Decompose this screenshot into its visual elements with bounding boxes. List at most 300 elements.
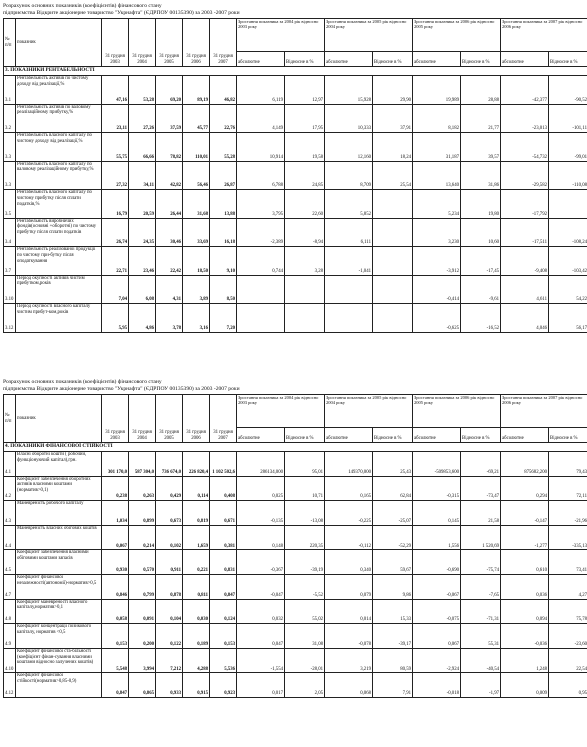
year-value: 0,673 (156, 501, 183, 526)
section-title: 4. ПОКАЗНИКИ ФІНАНСОВОЇ СТІЙКОСТІ (4, 443, 587, 452)
year-value: 34,11 (129, 161, 156, 190)
year-value: 0,214 (129, 525, 156, 550)
year-value: 0,811 (183, 574, 210, 599)
relative-change: 3,28 (285, 247, 325, 276)
absolute-change: 15,928 (325, 76, 373, 105)
row-number: 4.12 (4, 673, 16, 698)
absolute-change: 0,047 (237, 624, 285, 649)
absolute-change: -29,582 (501, 161, 549, 190)
table-b-section (3, 379, 587, 698)
year-value: 0,381 (210, 525, 237, 550)
header-year: 31 грудня 2007 (210, 19, 237, 67)
year-value: 0,122 (156, 624, 183, 649)
header-growth-group: Зростання показника за 2006 рік відносно 2005 року (413, 395, 501, 428)
year-value: 16,18 (210, 218, 237, 247)
absolute-change: -0,078 (325, 624, 373, 649)
relative-change: 28,88 (461, 76, 501, 105)
header-growth-group: Зростання показника за 2007 рік відносно 2006 року (501, 19, 587, 52)
relative-change: -335,13 (549, 525, 587, 550)
absolute-change: -17,511 (501, 218, 549, 247)
year-value: 18,50 (183, 247, 210, 276)
absolute-change: 0,079 (325, 574, 373, 599)
header-number: № п/п (4, 395, 16, 443)
year-value: 16,79 (102, 190, 129, 219)
table-caption-company: підприємства Відкрите акціонерне товариство "Укрнафта" (ЄДРПОУ 00135390) за 2003 -2007 роки (3, 386, 240, 392)
relative-change: -16,52 (461, 304, 501, 333)
absolute-change: 5,234 (413, 190, 461, 219)
absolute-change: 0,145 (413, 501, 461, 526)
table-a-section (3, 3, 587, 333)
absolute-change: 3,230 (413, 218, 461, 247)
relative-change: -101,11 (549, 104, 587, 133)
relative-change: 24,85 (285, 161, 325, 190)
absolute-change: 8,709 (325, 161, 373, 190)
absolute-change: 13,640 (413, 161, 461, 190)
absolute-change: -509853,600 (413, 452, 461, 477)
relative-change: -8,94 (285, 218, 325, 247)
absolute-change (325, 304, 373, 333)
relative-change (285, 304, 325, 333)
relative-change: 19,80 (461, 190, 501, 219)
relative-change: 72,11 (549, 476, 587, 501)
relative-change: -28,01 (285, 648, 325, 673)
year-value: 3,89 (183, 275, 210, 304)
absolute-change: 0,014 (325, 599, 373, 624)
absolute-change: 4,149 (237, 104, 285, 133)
year-value: 26,44 (156, 190, 183, 219)
absolute-change: -0,036 (501, 624, 549, 649)
year-value: 0,911 (156, 550, 183, 575)
year-value: 0,263 (129, 476, 156, 501)
absolute-change: 0,032 (237, 599, 285, 624)
row-number: 4.2 (4, 476, 16, 501)
absolute-change: 8,182 (413, 104, 461, 133)
relative-change (373, 190, 413, 219)
absolute-change: 10,914 (237, 133, 285, 162)
absolute-change (325, 275, 373, 304)
row-number: 3.1 (4, 76, 16, 105)
relative-change: -1,97 (461, 673, 501, 698)
year-value: 78,82 (156, 133, 183, 162)
table-row (4, 275, 587, 304)
year-value: 0,221 (183, 550, 210, 575)
relative-change (373, 218, 413, 247)
row-number: 3.3 (4, 133, 16, 162)
table-row (4, 476, 587, 501)
year-value: 7,212 (156, 648, 183, 673)
header-year: 31 грудня 2003 (102, 395, 129, 443)
header-number: № п/п (4, 19, 16, 67)
header-year: 31 грудня 2007 (210, 395, 237, 443)
relative-change: -9,61 (461, 275, 501, 304)
year-value: 0,799 (129, 574, 156, 599)
absolute-change: 6,788 (237, 161, 285, 190)
relative-change: 95,01 (285, 452, 325, 477)
absolute-change: -0,018 (413, 673, 461, 698)
row-indicator-name: Рентабельність власного капіталу по валовому реалізаційному прибутку,% (16, 161, 102, 190)
relative-change: 22,54 (549, 648, 587, 673)
header-growth-group: Зростання показника за 2005 рік відносно 2004 року (325, 395, 413, 428)
year-value: 0,429 (156, 476, 183, 501)
year-value: 89,19 (183, 76, 210, 105)
row-number: 3.5 (4, 190, 16, 219)
year-value: 13,88 (210, 190, 237, 219)
year-value: 3,16 (183, 304, 210, 333)
year-value: 1,034 (102, 501, 129, 526)
row-indicator-name: Період окупності активів чистим прибутком,років (16, 275, 102, 304)
row-indicator-name: Рентабельність виробничих фондів(основні +оборотні) по чистому прибутку після сплати податків (16, 218, 102, 247)
year-value: 0,846 (102, 574, 129, 599)
header-growth-group: Зростання показника за 2004 рік відносно 2003 року (237, 395, 325, 428)
relative-change (549, 190, 587, 219)
header-absolute: абсолютне (325, 52, 373, 67)
year-value: 27,32 (102, 161, 129, 190)
year-value: 0,878 (156, 574, 183, 599)
year-value: 7,04 (102, 275, 129, 304)
relative-change: 19,58 (285, 133, 325, 162)
absolute-change: 6,111 (325, 218, 373, 247)
absolute-change: 12,160 (325, 133, 373, 162)
absolute-change: -42,377 (501, 76, 549, 105)
header-indicator: показник (16, 19, 102, 67)
year-value: 0,930 (102, 550, 129, 575)
year-value: 0,058 (102, 599, 129, 624)
table-row (4, 525, 587, 550)
relative-change: 2,05 (285, 673, 325, 698)
table-row (4, 452, 587, 477)
relative-change: -108,24 (549, 218, 587, 247)
header-absolute: абсолютне (413, 428, 461, 443)
absolute-change: 4,046 (501, 304, 549, 333)
absolute-change: -3,912 (413, 247, 461, 276)
relative-change: 15,33 (373, 599, 413, 624)
year-value: 736 674,0 (156, 452, 183, 477)
year-value: 4,86 (129, 304, 156, 333)
row-indicator-name: Коефіцієнт забезпечення власними обіговими коштами запасів (16, 550, 102, 575)
relative-change: 10,71 (285, 476, 325, 501)
relative-change: 9,86 (373, 574, 413, 599)
year-value: 53,28 (129, 76, 156, 105)
year-value: 45,77 (183, 104, 210, 133)
table-row (4, 624, 587, 649)
year-value: 301 170,0 (102, 452, 129, 477)
header-absolute: абсолютне (237, 52, 285, 67)
year-value: 0,238 (102, 476, 129, 501)
absolute-change: -0,225 (325, 501, 373, 526)
row-indicator-name: Рентабельність активів по валовому реалізаційному прибутку,% (16, 104, 102, 133)
row-indicator-name: Рентабельність активів по чистому доходу від реалізації,% (16, 76, 102, 105)
relative-change: 55,02 (285, 599, 325, 624)
header-year: 31 грудня 2005 (156, 19, 183, 67)
year-value: 6,08 (129, 275, 156, 304)
table-row (4, 247, 587, 276)
year-value: 0,671 (210, 501, 237, 526)
absolute-change: -0,625 (413, 304, 461, 333)
relative-change: 39,57 (461, 133, 501, 162)
year-value: 226 820,4 (183, 452, 210, 477)
relative-change: -103,42 (549, 247, 587, 276)
table-caption: Розрахунок основних показників (коефіцієнтів) фінансового стану (3, 379, 162, 385)
relative-change: 22,60 (285, 190, 325, 219)
year-value: 0,102 (156, 525, 183, 550)
year-value: 26,74 (102, 218, 129, 247)
row-number: 3.2 (4, 104, 16, 133)
relative-change: 4,27 (549, 574, 587, 599)
year-value: 0,847 (102, 673, 129, 698)
table-row (4, 161, 587, 190)
header-growth-group: Зростання показника за 2004 рік відносно 2003 року (237, 19, 325, 52)
table-row (4, 673, 587, 698)
absolute-change: 19,989 (413, 76, 461, 105)
relative-change: 25,43 (373, 452, 413, 477)
year-value: 587 304,0 (129, 452, 156, 477)
relative-change: -39,17 (373, 624, 413, 649)
absolute-change: -0,414 (413, 275, 461, 304)
header-relative: Відносне в % (461, 52, 501, 67)
relative-change: 59,67 (373, 550, 413, 575)
year-value: 0,923 (210, 673, 237, 698)
header-relative: Відносне в % (285, 428, 325, 443)
year-value: 0,030 (183, 599, 210, 624)
year-value: 26,87 (210, 161, 237, 190)
year-value: 55,28 (210, 133, 237, 162)
absolute-change: 0,017 (237, 673, 285, 698)
header-relative: Відносне в % (373, 428, 413, 443)
header-year: 31 грудня 2003 (102, 19, 129, 67)
header-absolute: абсолютне (413, 52, 461, 67)
absolute-change: -2,924 (413, 648, 461, 673)
relative-change: 80,59 (373, 648, 413, 673)
absolute-change: 149370,000 (325, 452, 373, 477)
absolute-change: -0,690 (413, 550, 461, 575)
year-value: 33,69 (183, 218, 210, 247)
year-value: 24,35 (129, 218, 156, 247)
absolute-change (237, 275, 285, 304)
year-value: 3,78 (156, 304, 183, 333)
absolute-change: 286134,000 (237, 452, 285, 477)
absolute-change: -1,277 (501, 525, 549, 550)
row-indicator-name: Період окупності власного капіталу чистим прибут-ком,років (16, 304, 102, 333)
row-indicator-name: Коефіцієнт маневреності власного капіталу,норматив>0,1 (16, 599, 102, 624)
year-value: 0,915 (183, 673, 210, 698)
year-value: 1 102 502,6 (210, 452, 237, 477)
year-value: 5,536 (210, 648, 237, 673)
row-indicator-name: Рентабельність реалізованої продукції по чистому при-бутку після оподаткування (16, 247, 102, 276)
header-relative: Відносне в % (285, 52, 325, 67)
row-indicator-name: Власні оборотні кошти ( робочий, функціонуючий капітал),грн. (16, 452, 102, 477)
header-absolute: абсолютне (237, 428, 285, 443)
relative-change: 75,78 (549, 599, 587, 624)
relative-change: 10,60 (461, 218, 501, 247)
year-value: 0,899 (129, 501, 156, 526)
year-value: 0,153 (210, 624, 237, 649)
year-value: 0,570 (129, 550, 156, 575)
relative-change: -13,08 (285, 501, 325, 526)
absolute-change: 3,795 (237, 190, 285, 219)
year-value: 0,933 (156, 673, 183, 698)
table-caption: Розрахунок основних показників (коефіцієнтів) фінансового стану (3, 3, 162, 9)
absolute-change: 3,219 (325, 648, 373, 673)
year-value: 56,46 (183, 161, 210, 190)
row-number: 3.10 (4, 275, 16, 304)
absolute-change: -1,041 (325, 247, 373, 276)
year-value: 37,59 (156, 104, 183, 133)
relative-change: -7,65 (461, 574, 501, 599)
absolute-change: -0,147 (501, 501, 549, 526)
absolute-change: 5,852 (325, 190, 373, 219)
relative-change: 29,90 (373, 76, 413, 105)
header-growth-group: Зростання показника за 2007 рік відносно 2006 року (501, 395, 587, 428)
year-value: 22,71 (102, 247, 129, 276)
year-value: 0,189 (183, 624, 210, 649)
relative-change: 25,54 (373, 161, 413, 190)
relative-change: 12,97 (285, 76, 325, 105)
absolute-change: 10,333 (325, 104, 373, 133)
relative-change: -75,74 (461, 550, 501, 575)
relative-change: -71,31 (461, 599, 501, 624)
absolute-change: -9,408 (501, 247, 549, 276)
row-indicator-name: Маневреність власних обігових коштів (16, 525, 102, 550)
table-row (4, 599, 587, 624)
relative-change: 56,17 (549, 304, 587, 333)
absolute-change: -0,067 (413, 574, 461, 599)
year-value: 0,067 (102, 525, 129, 550)
relative-change: -110,08 (549, 161, 587, 190)
row-number: 3.12 (4, 304, 16, 333)
table-row (4, 218, 587, 247)
relative-change: 73,41 (549, 550, 587, 575)
year-value: 22,42 (156, 247, 183, 276)
relative-change: -5,52 (285, 574, 325, 599)
absolute-change: 4,611 (501, 275, 549, 304)
relative-change: -23,60 (549, 624, 587, 649)
relative-change: -69,21 (461, 452, 501, 477)
year-value: 47,16 (102, 76, 129, 105)
row-indicator-name: Рентабельність власного капіталу по чистому доходу від реалізації,% (16, 133, 102, 162)
absolute-change: -0,367 (237, 550, 285, 575)
absolute-change: -1,554 (237, 648, 285, 673)
year-value: 0,153 (102, 624, 129, 649)
year-value: 110,01 (183, 133, 210, 162)
absolute-change: 0,009 (501, 673, 549, 698)
relative-change: 62,84 (373, 476, 413, 501)
header-relative: Відносне в % (373, 52, 413, 67)
relative-change: 220,35 (285, 525, 325, 550)
absolute-change: 875682,200 (501, 452, 549, 477)
table-row (4, 648, 587, 673)
relative-change: -39,19 (285, 550, 325, 575)
header-year: 31 грудня 2004 (129, 395, 156, 443)
table-row (4, 104, 587, 133)
row-number: 4.10 (4, 648, 16, 673)
absolute-change: -0,075 (413, 599, 461, 624)
absolute-change: 6,119 (237, 76, 285, 105)
relative-change: -52,29 (373, 525, 413, 550)
row-number: 4.7 (4, 574, 16, 599)
table-row (4, 550, 587, 575)
header-relative: Відносне в % (549, 52, 587, 67)
row-number: 4.9 (4, 624, 16, 649)
relative-change: 7,91 (373, 673, 413, 698)
year-value: 23,11 (102, 104, 129, 133)
row-number: 3.7 (4, 247, 16, 276)
absolute-change: 0,068 (325, 673, 373, 698)
relative-change: 21,77 (461, 104, 501, 133)
relative-change: -17,45 (461, 247, 501, 276)
year-value: 0,104 (156, 599, 183, 624)
year-value: 0,091 (129, 599, 156, 624)
year-value: 0,865 (129, 673, 156, 698)
indicators-table (3, 18, 587, 333)
absolute-change: 1,556 (413, 525, 461, 550)
header-absolute: абсолютне (501, 428, 549, 443)
absolute-change: 0,294 (501, 476, 549, 501)
relative-change: -99,01 (549, 133, 587, 162)
header-year: 31 грудня 2006 (183, 19, 210, 67)
year-value: 0,124 (210, 599, 237, 624)
row-indicator-name: Коефіцієнт фінансової стійкості(норматив>0,85-0,9) (16, 673, 102, 698)
header-year: 31 грудня 2006 (183, 395, 210, 443)
header-relative: Відносне в % (549, 428, 587, 443)
header-absolute: абсолютне (325, 428, 373, 443)
relative-change (373, 247, 413, 276)
header-year: 31 грудня 2005 (156, 395, 183, 443)
year-value: 69,20 (156, 76, 183, 105)
row-indicator-name: Маневреність робочого капіталу (16, 501, 102, 526)
relative-change: -25,07 (373, 501, 413, 526)
year-value: 1,659 (183, 525, 210, 550)
header-relative: Відносне в % (461, 428, 501, 443)
relative-change: 31,08 (285, 624, 325, 649)
table-row (4, 76, 587, 105)
header-growth-group: Зростання показника за 2006 рік відносно 2005 року (413, 19, 501, 52)
table-row (4, 190, 587, 219)
relative-change: 17,95 (285, 104, 325, 133)
absolute-change: -0,112 (325, 525, 373, 550)
header-year: 31 грудня 2004 (129, 19, 156, 67)
absolute-change: -0,135 (237, 501, 285, 526)
relative-change: 0,95 (549, 673, 587, 698)
row-indicator-name: Коефіцієнт концентрації позикового капіталу, норматив <0,5 (16, 624, 102, 649)
relative-change: -90,52 (549, 76, 587, 105)
relative-change: 79,43 (549, 452, 587, 477)
year-value: 0,831 (210, 550, 237, 575)
table-row (4, 133, 587, 162)
absolute-change: 0,610 (501, 550, 549, 575)
year-value: 0,847 (210, 574, 237, 599)
absolute-change: -23,013 (501, 104, 549, 133)
table-row (4, 574, 587, 599)
year-value: 0,200 (129, 624, 156, 649)
year-value: 4,288 (183, 648, 210, 673)
year-value: 42,82 (156, 161, 183, 190)
absolute-change: 0,148 (237, 525, 285, 550)
absolute-change: 31,187 (413, 133, 461, 162)
relative-change: 21,58 (461, 501, 501, 526)
absolute-change: 0,744 (237, 247, 285, 276)
year-value: 30,46 (156, 218, 183, 247)
absolute-change: 1,248 (501, 648, 549, 673)
year-value: 4,31 (156, 275, 183, 304)
table-row (4, 501, 587, 526)
absolute-change: 0,165 (325, 476, 373, 501)
row-number: 4.5 (4, 550, 16, 575)
year-value: 20,59 (129, 190, 156, 219)
relative-change: -40,54 (461, 648, 501, 673)
year-value: 0,408 (210, 476, 237, 501)
relative-change: -73,47 (461, 476, 501, 501)
year-value: 31,68 (183, 190, 210, 219)
